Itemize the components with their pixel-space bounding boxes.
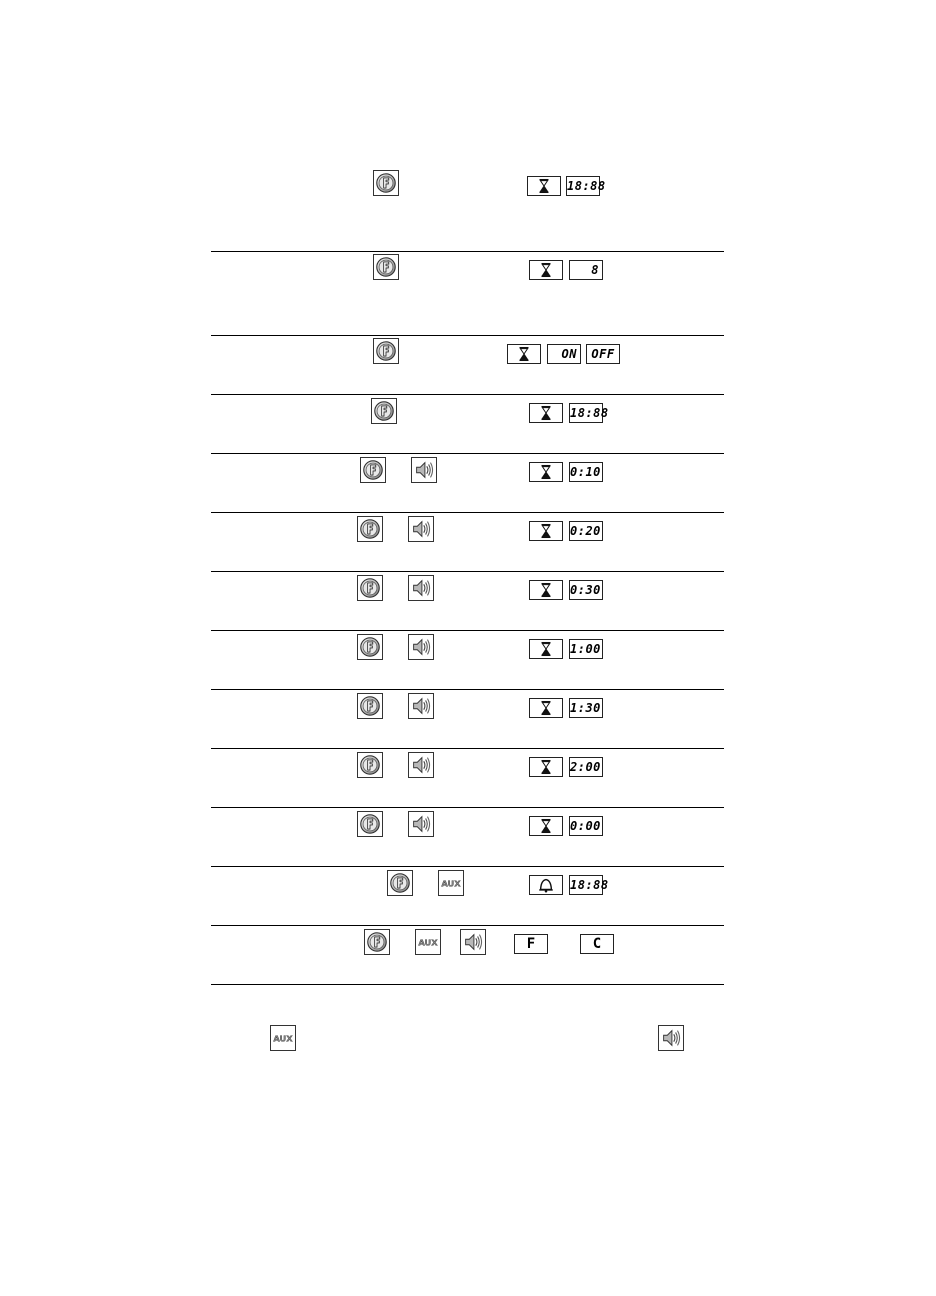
function-button-icon[interactable] bbox=[373, 338, 399, 364]
row-divider bbox=[211, 984, 724, 985]
hourglass-timer-icon bbox=[529, 698, 563, 718]
speaker-button-icon[interactable] bbox=[408, 516, 434, 542]
function-button-icon[interactable] bbox=[364, 929, 390, 955]
hourglass-timer-icon bbox=[529, 521, 563, 541]
hourglass-timer-icon bbox=[529, 757, 563, 777]
row-divider bbox=[211, 807, 724, 808]
time-display: 1:00 bbox=[569, 639, 603, 659]
function-button-icon[interactable] bbox=[371, 398, 397, 424]
function-button-icon[interactable] bbox=[387, 870, 413, 896]
hourglass-timer-icon bbox=[529, 260, 563, 280]
aux-label: AUX bbox=[273, 1033, 293, 1044]
function-button-icon[interactable] bbox=[360, 457, 386, 483]
clock-display: 18:88 bbox=[569, 403, 603, 423]
hourglass-timer-icon bbox=[529, 462, 563, 482]
function-button-icon[interactable] bbox=[357, 575, 383, 601]
function-button-icon[interactable] bbox=[373, 170, 399, 196]
row-divider bbox=[211, 394, 724, 395]
bell-alarm-icon bbox=[529, 875, 563, 895]
hourglass-timer-icon bbox=[529, 580, 563, 600]
hourglass-timer-icon bbox=[527, 176, 561, 196]
time-display: 0:10 bbox=[569, 462, 603, 482]
speaker-button-icon[interactable] bbox=[408, 634, 434, 660]
time-display: 0:00 bbox=[569, 816, 603, 836]
speaker-button-icon[interactable] bbox=[408, 575, 434, 601]
row-divider bbox=[211, 866, 724, 867]
speaker-button-icon[interactable] bbox=[408, 811, 434, 837]
speaker-button-icon[interactable] bbox=[411, 457, 437, 483]
row-divider bbox=[211, 630, 724, 631]
clock-display: 18:88 bbox=[569, 875, 603, 895]
hourglass-timer-icon bbox=[529, 403, 563, 423]
function-button-icon[interactable] bbox=[357, 634, 383, 660]
row-divider bbox=[211, 925, 724, 926]
speaker-button-icon[interactable] bbox=[658, 1025, 684, 1051]
aux-button-icon[interactable] bbox=[270, 1025, 296, 1051]
row-divider bbox=[211, 512, 724, 513]
on-display: ON bbox=[547, 344, 581, 364]
function-button-icon[interactable] bbox=[373, 254, 399, 280]
clock-display: 18:88 bbox=[566, 176, 600, 196]
function-button-icon[interactable] bbox=[357, 516, 383, 542]
digit-display: 8 bbox=[569, 260, 603, 280]
fahrenheit-display: F bbox=[514, 934, 548, 954]
time-display: 0:20 bbox=[569, 521, 603, 541]
row-divider bbox=[211, 251, 724, 252]
off-display: OFF bbox=[586, 344, 620, 364]
hourglass-timer-icon bbox=[529, 816, 563, 836]
aux-button-icon[interactable] bbox=[415, 929, 441, 955]
row-divider bbox=[211, 571, 724, 572]
function-button-icon[interactable] bbox=[357, 752, 383, 778]
hourglass-timer-icon bbox=[507, 344, 541, 364]
speaker-button-icon[interactable] bbox=[408, 752, 434, 778]
row-divider bbox=[211, 453, 724, 454]
function-button-icon[interactable] bbox=[357, 811, 383, 837]
time-display: 1:30 bbox=[569, 698, 603, 718]
function-button-icon[interactable] bbox=[357, 693, 383, 719]
row-divider bbox=[211, 335, 724, 336]
row-divider bbox=[211, 689, 724, 690]
hourglass-timer-icon bbox=[529, 639, 563, 659]
row-divider bbox=[211, 748, 724, 749]
time-display: 0:30 bbox=[569, 580, 603, 600]
aux-label: AUX bbox=[418, 937, 438, 948]
celsius-display: C bbox=[580, 934, 614, 954]
aux-label: AUX bbox=[441, 878, 461, 889]
time-display: 2:00 bbox=[569, 757, 603, 777]
speaker-button-icon[interactable] bbox=[408, 693, 434, 719]
speaker-button-icon[interactable] bbox=[460, 929, 486, 955]
aux-button-icon[interactable] bbox=[438, 870, 464, 896]
